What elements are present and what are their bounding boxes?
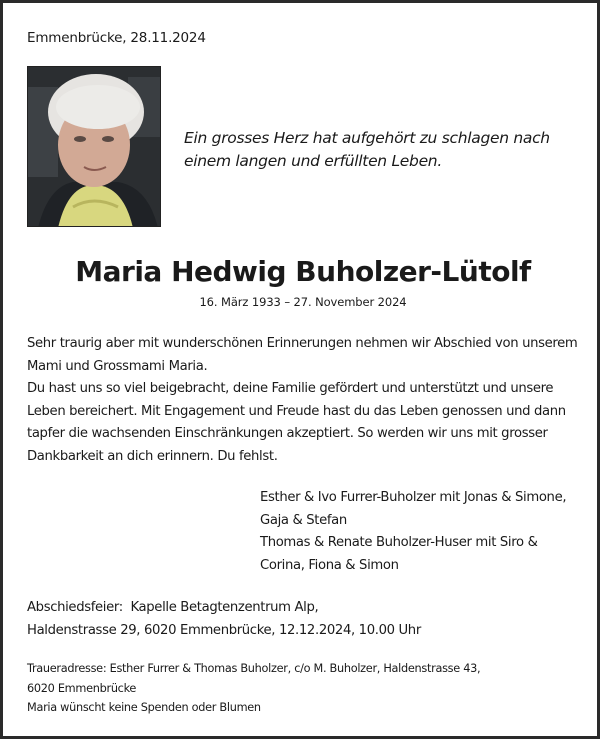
message-line: Leben bereichert. Mit Engagement und Freude hast du das Leben genossen und dann [27, 403, 566, 419]
portrait-photo-icon [27, 66, 161, 227]
farewell-message [27, 333, 587, 468]
message-line: Du hast uns so viel beigebracht, deine Familie gefördert und unterstützt und unsere [27, 381, 554, 396]
quote-line: einem langen und erfüllten Leben. [184, 152, 442, 170]
message-line: Sehr traurig aber mit wunderschönen Erinnerungen nehmen wir Abschied von unserem [27, 336, 578, 351]
message-line: tapfer die wachsenden Einschränkungen akzeptiert. So werden wir uns mit grosser [27, 426, 548, 441]
family-line: Gaja & Stefan [260, 512, 347, 528]
family-line: Thomas & Renate Buholzer-Huser mit Siro & [260, 535, 538, 550]
family-line: Corina, Fiona & Simon [260, 557, 399, 573]
family-line: Esther & Ivo Furrer-Buholzer mit Jonas & Simone, [260, 490, 567, 505]
footer-line: Traueradresse: Esther Furrer & Thomas Buholzer, c/o M. Buholzer, Haldenstrasse 43, [27, 662, 481, 675]
portrait-illustration-icon [28, 67, 161, 227]
ceremony-info [27, 596, 587, 642]
place-date: Emmenbrücke, 28.11.2024 [27, 30, 206, 46]
life-dates: 16. März 1933 – 27. November 2024 [199, 295, 407, 309]
footer-line: 6020 Emmenbrücke [27, 681, 137, 695]
message-line: Dankbarkeit an dich erinnern. Du fehlst. [27, 448, 278, 464]
message-line: Mami und Grossmami Maria. [27, 358, 208, 374]
ceremony-line: Abschiedsfeier: Kapelle Betagtenzentrum Alp, [27, 600, 319, 615]
family-signatures [260, 487, 590, 577]
ceremony-line: Haldenstrasse 29, 6020 Emmenbrücke, 12.12.2024, 10.00 Uhr [27, 623, 421, 638]
mourning-address [27, 659, 587, 718]
quote-line: Ein grosses Herz hat aufgehört zu schlagen nach [184, 129, 550, 147]
footer-line: Maria wünscht keine Spenden oder Blumen [27, 701, 261, 714]
memorial-quote [184, 127, 584, 173]
deceased-name: Maria Hedwig Buholzer-Lütolf [75, 255, 531, 288]
